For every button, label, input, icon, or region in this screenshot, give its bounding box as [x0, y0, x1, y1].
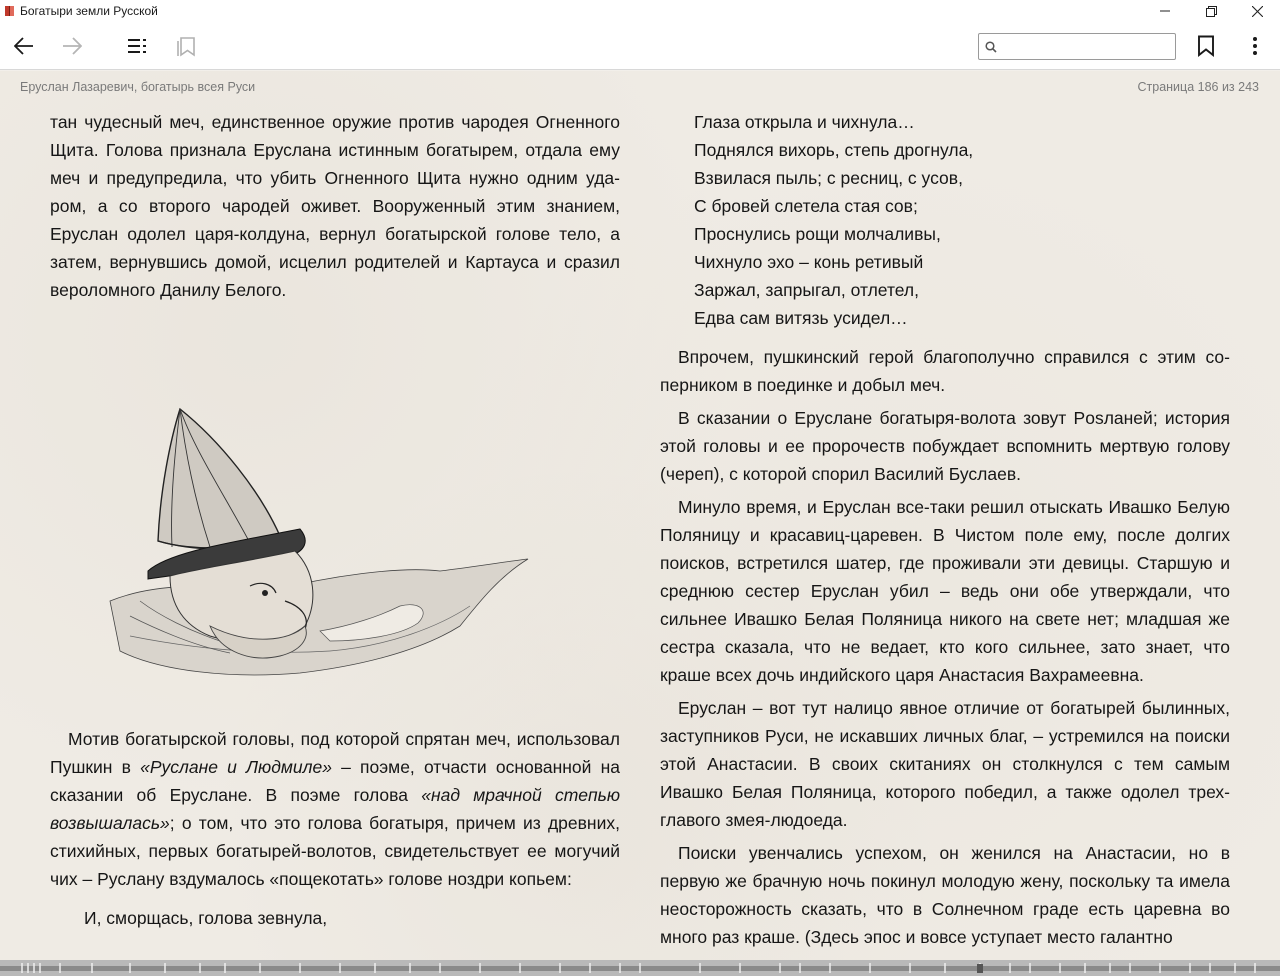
progress-track [0, 960, 1280, 976]
paragraph: Поиски увенчались успехом, он женился на Анастасии, но в первую же брачную ночь покинул молодую жену, поскольку та имела неосторожность сказать, что в Солнечном граде есть царевна во много раз краше. (Здесь эпос и вовсе уступает место галантно [660, 843, 1230, 947]
paragraph: Минуло время, и Еруслан все-таки решил отыскать Ивашко Белую Поляницу и красавиц-царевен. В Чистом поле ему, после долгих поисков, встретился шатер, где проживали эти девицы. Старшую и среднюю сестер Еруслан убил – ведь они обе утверждали, что сильнее Ивашко Белая Поляница никого на свете нет; младшая же сестра сказала, что не ведает, кто кого сильнее, зато знает, что краше всех дочь индийского царя Анастасия Вахрамеевна. [660, 497, 1230, 685]
left-column [50, 108, 620, 304]
verse-line: Проснулись рощи молчаливы, [694, 224, 941, 244]
paragraph: Еруслан – вот тут налицо явное отличие от богатырей былинных, заступников Руси, не искавших личных благ, – устремился на поиски этой Анастасии. В своих скитаниях он столкнулся с тем самым Ивашко Белая Поляница, которого победил, а также одолел трехглавого змея-людоеда. [660, 698, 1230, 830]
title-bar [0, 0, 1280, 22]
text-run-italic: «над мрачной степью возвышалась» [50, 785, 620, 833]
progress-thumb[interactable] [977, 964, 983, 973]
close-button[interactable] [1234, 0, 1280, 22]
verse-line: И, сморщась, голова зевнула, [84, 908, 328, 928]
reader-page[interactable] [0, 71, 1280, 960]
verse-line: Заржал, запрыгал, отлетел, [694, 280, 920, 300]
toolbar [0, 22, 1280, 70]
paragraph: тан чудесный меч, единственное оружие против чародея Огненного Щита. Голова признала Еруслана истинным богатырем, отдала ему меч и предупредила, что убить Огненного Щита нужно одним ударом, а со второго чародей оживет. Вооруженный этим знанием, Еруслан одолел царя-колдуна, вернул богатырской голове тело, а затем, вернувшись домой, исцелил родителей и Картауса и сразил вероломного Данилу Белого. [50, 112, 620, 300]
page-indicator: Страница 186 из 243 [1137, 80, 1259, 94]
search-input[interactable] [999, 36, 1175, 58]
bookmark-icon [1197, 35, 1215, 57]
chapter-title: Еруслан Лазаревич, богатырь всея Руси [20, 80, 256, 94]
text-run: Мотив богатырской головы, под которой спрятан меч, использовал Пушкин в [50, 729, 620, 777]
paragraph [50, 725, 620, 893]
text-run-italic: «Руслане и Людмиле» [140, 757, 332, 777]
table-of-contents-button[interactable] [124, 32, 152, 60]
search-icon [983, 37, 999, 57]
arrow-right-icon [62, 37, 82, 55]
right-column [660, 108, 1230, 951]
forward-button[interactable] [58, 32, 86, 60]
restore-icon [1206, 6, 1217, 17]
verse-line: Чихнуло эхо – конь ретивый [694, 252, 924, 272]
minimize-icon [1160, 6, 1170, 16]
verse-line: Глаза открыла и чихнула… [694, 112, 915, 132]
verse-block [660, 108, 1230, 332]
text-run: ; о том, что это голова богатыря, причем из древних, стихийных, первых богатырей-волотов, свидетельствует ее могучий чих – Руслану вздумалось «пощекотать» голове ноздри копьем: [50, 813, 620, 889]
book-progress-scrollbar[interactable] [0, 960, 1280, 976]
table-of-contents-icon [127, 37, 149, 55]
paragraph: В сказании о Еруслане богатыря-волота зовут Рosланей; история этой головы и ее пророчеств побуждает вспомнить мертвую голову (череп), с которой спорил Василий Буслаев. [660, 408, 1230, 484]
paragraph: Впрочем, пушкинский герой благополучно справился с этим соперником в поединке и добыл меч. [660, 347, 1230, 395]
bookmark-button[interactable] [1192, 32, 1220, 60]
bogatyr-head-illustration [100, 401, 540, 691]
verse-line: Поднялся вихорь, степь дрогнула, [694, 140, 974, 160]
verse-line: С бровей слетела стая сов; [694, 196, 918, 216]
more-vertical-icon [1252, 36, 1258, 56]
search-box[interactable] [978, 33, 1176, 60]
bookmarks-list-button[interactable] [172, 32, 200, 60]
minimize-button[interactable] [1142, 0, 1188, 22]
back-button[interactable] [10, 32, 38, 60]
bookmarks-list-icon [175, 35, 197, 57]
book-icon [4, 5, 16, 17]
restore-button[interactable] [1188, 0, 1234, 22]
arrow-left-icon [14, 37, 34, 55]
more-options-button[interactable] [1241, 32, 1269, 60]
text-run: – поэме, отчасти основанной на сказании об Еруслане. В поэме голова [50, 757, 620, 805]
window-title: Богатыри земли Русской [20, 4, 158, 18]
verse-line: Едва сам витязь усидел… [694, 308, 908, 328]
verse-line: Взвилася пыль; с ресниц, с усов, [694, 168, 963, 188]
close-icon [1252, 6, 1263, 17]
left-column-bottom [50, 725, 620, 932]
